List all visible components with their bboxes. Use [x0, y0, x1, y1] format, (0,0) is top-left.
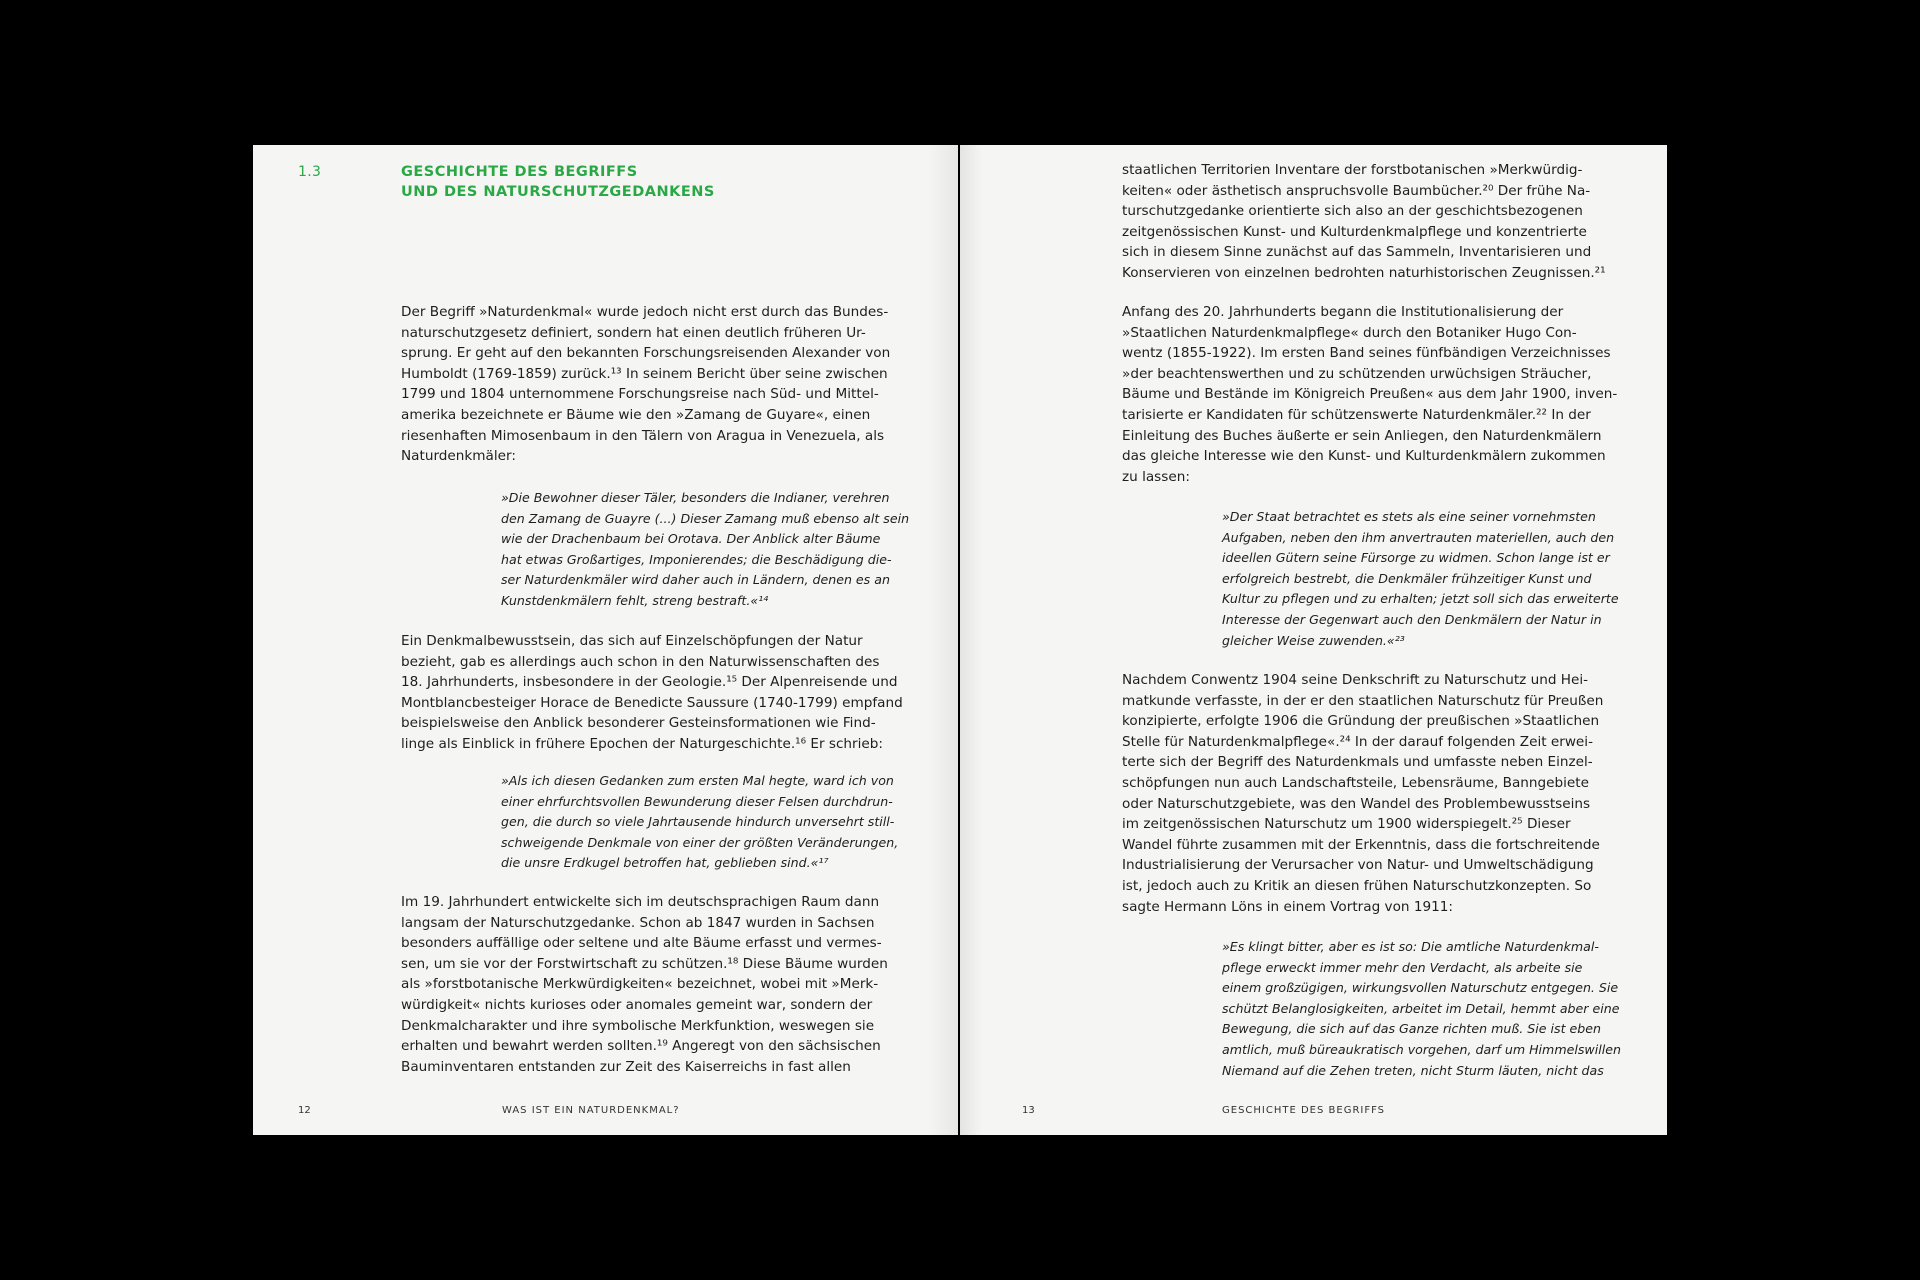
text-line: Humboldt (1769-1859) zurück.¹³ In seinem Bericht über seine zwischen [401, 365, 888, 382]
text-line: Montblancbesteiger Horace de Benedicte Saussure (1740-1799) empfand [401, 694, 903, 711]
text-line: »Staatlichen Naturdenkmalpflege« durch den Botaniker Hugo Con- [1122, 324, 1577, 341]
text-line: sich in diesem Sinne zunächst auf das Sammeln, Inventarisieren und [1122, 244, 1592, 261]
text-line: matkunde verfasste, in der er den staatlichen Naturschutz für Preußen [1122, 692, 1604, 709]
text-line: die unsre Erdkugel betroffen hat, geblieben sind.«¹⁷ [501, 855, 829, 871]
text-line: linge als Einblick in frühere Epochen der Naturgeschichte.¹⁶ Er schrieb: [401, 735, 883, 752]
text-line: pflege erweckt immer mehr den Verdacht, als arbeite sie [1222, 959, 1583, 975]
text-line: zu lassen: [1122, 468, 1190, 485]
text-line: konzipierte, erfolgte 1906 die Gründung der preußischen »Staatlichen [1122, 713, 1600, 730]
text-line: »Der Staat betrachtet es stets als eine seiner vornehmsten [1222, 509, 1596, 524]
gutter-shadow [960, 145, 982, 1135]
left-page [253, 145, 958, 1135]
text-line: keiten« oder ästhetisch anspruchsvolle Baumbücher.²⁰ Der frühe Na- [1122, 182, 1591, 199]
block-quote [1222, 507, 1619, 651]
chapter-title [401, 162, 821, 202]
text-line: turschutzgedanke orientierte sich also an der geschichtsbezogenen [1122, 203, 1583, 220]
text-line: Niemand auf die Zehen treten, nicht Sturm läuten, nicht das [1222, 1062, 1604, 1078]
text-line: schweigende Denkmale von einer der größten Veränderungen, [501, 834, 899, 850]
text-line: Ein Denkmalbewusstsein, das sich auf Einzelschöpfungen der Natur [401, 633, 863, 649]
body-paragraph [401, 631, 903, 755]
text-line: Der Begriff »Naturdenkmal« wurde jedoch nicht erst durch das Bundes- [401, 304, 889, 320]
text-line: den Zamang de Guayre (...) Dieser Zamang muß ebenso alt sein [501, 510, 910, 526]
text-line: Einleitung des Buches äußerte er sein Anliegen, den Naturdenkmälern [1122, 427, 1602, 444]
text-line: ist, jedoch auch zu Kritik an diesen frühen Naturschutzkonzepten. So [1122, 877, 1592, 894]
right-page [960, 145, 1667, 1135]
text-line: »der beachtenswerthen und zu schützenden urwüchsigen Sträucher, [1122, 365, 1592, 382]
text-line: schützt Belanglosigkeiten, arbeitet im Detail, hemmt aber eine [1222, 1000, 1620, 1016]
text-line: als »forstbotanische Merkwürdigkeiten« bezeichnet, wobei mit »Merk- [401, 976, 879, 993]
text-line: bezieht, gab es allerdings auch schon in den Naturwissenschaften des [401, 653, 880, 670]
chapter-title-line: GESCHICHTE DES BEGRIFFS [401, 164, 638, 180]
text-line: einem großzügigen, wirkungsvollen Naturschutz entgegen. Sie [1222, 980, 1619, 996]
text-line: ser Naturdenkmäler wird daher auch in Ländern, denen es an [501, 572, 890, 588]
text-line: Konservieren von einzelnen bedrohten naturhistorischen Zeugnissen.²¹ [1122, 264, 1606, 281]
text-line: amerika bezeichnete er Bäume wie den »Zamang de Guyare«, einen [401, 406, 871, 423]
text-line: würdigkeit« nichts kurioses oder anomales gemeint war, sondern der [401, 996, 873, 1013]
body-paragraph [1122, 302, 1617, 487]
text-line: Kunstdenkmälern fehlt, streng bestraft.«¹⁴ [501, 592, 769, 608]
block-quote [1222, 937, 1621, 1081]
block-quote [501, 771, 898, 874]
text-line: erfolgreich bestrebt, die Denkmäler frühzeitiger Kunst und [1222, 570, 1592, 586]
body-paragraph [401, 892, 888, 1077]
text-line: Industrialisierung der Verursacher von Natur- und Umweltschädigung [1122, 857, 1594, 874]
text-line: gen, die durch so viele Jahrtausende hindurch unversehrt still- [501, 814, 895, 830]
running-title: WAS IST EIN NATURDENKMAL? [502, 1105, 680, 1116]
text-line: Denkmalcharakter und ihre symbolische Merkfunktion, weswegen sie [401, 1017, 875, 1034]
text-line: besonders auffällige oder seltene und alte Bäume erfasst und vermes- [401, 935, 882, 952]
body-paragraph [1122, 160, 1606, 284]
text-line: sen, um sie vor der Forstwirtschaft zu schützen.¹⁸ Diese Bäume wurden [401, 955, 888, 972]
text-line: oder Naturschutzgebiete, was den Wandel des Problembewusstseins [1122, 795, 1591, 812]
text-line: riesenhaften Mimosenbaum in den Tälern von Aragua in Venezuela, als [401, 427, 885, 444]
text-line: Interesse der Gegenwart auch den Denkmälern der Natur in [1222, 611, 1602, 627]
text-line: Stelle für Naturdenkmalpflege«.²⁴ In der darauf folgenden Zeit erwei- [1122, 733, 1593, 750]
text-line: wentz (1855-1922). Im ersten Band seines fünfbändigen Verzeichnisses [1122, 345, 1611, 362]
text-line: einer ehrfurchtsvollen Bewunderung dieser Felsen durchdrun- [501, 793, 893, 809]
text-line: Naturdenkmäler: [401, 448, 516, 465]
text-line: »Als ich diesen Gedanken zum ersten Mal hegte, ward ich von [501, 773, 894, 788]
text-line: Bewegung, die sich auf das Ganze richten muß. Sie ist eben [1222, 1021, 1601, 1037]
text-line: »Die Bewohner dieser Täler, besonders die Indianer, verehren [501, 490, 890, 505]
body-paragraph [401, 302, 890, 467]
text-line: Bauminventaren entstanden zur Zeit des Kaiserreichs in fast allen [401, 1058, 851, 1075]
text-line: terte sich der Begriff des Naturdenkmals und umfasste neben Einzel- [1122, 754, 1593, 771]
text-line: Im 19. Jahrhundert entwickelte sich im deutschsprachigen Raum dann [401, 894, 880, 910]
text-line: beispielsweise den Anblick besonderer Gesteinsformationen wie Find- [401, 715, 876, 732]
chapter-title-line: UND DES NATURSCHUTZGEDANKENS [401, 184, 715, 200]
text-line: Wandel führte zusammen mit der Erkenntnis, dass die fortschreitende [1122, 836, 1600, 853]
text-line: tarisierte er Kandidaten für schützenswerte Naturdenkmäler.²² In der [1122, 406, 1591, 423]
text-line: naturschutzgesetz definiert, sondern hat einen deutlich früheren Ur- [401, 324, 866, 341]
text-line: hat etwas Großartiges, Imponierendes; die Beschädigung die- [501, 551, 892, 567]
body-paragraph [1122, 670, 1603, 917]
text-line: Nachdem Conwentz 1904 seine Denkschrift zu Naturschutz und Hei- [1122, 672, 1589, 688]
page-number: 12 [298, 1105, 311, 1116]
text-line: »Es klingt bitter, aber es ist so: Die amtliche Naturdenkmal- [1222, 939, 1599, 954]
page-number: 13 [1022, 1105, 1035, 1116]
running-title: GESCHICHTE DES BEGRIFFS [1222, 1105, 1386, 1116]
text-line: schöpfungen nun auch Landschaftsteile, Lebensräume, Banngebiete [1122, 774, 1589, 791]
text-line: zeitgenössischen Kunst- und Kulturdenkmalpflege und konzentrierte [1122, 223, 1587, 240]
text-line: wie der Drachenbaum bei Orotava. Der Anblick alter Bäume [501, 531, 881, 547]
text-line: langsam der Naturschutzgedanke. Schon ab 1847 wurden in Sachsen [401, 914, 875, 931]
text-line: Kultur zu pflegen und zu erhalten; jetzt soll sich das erweiterte [1222, 591, 1619, 607]
text-line: sprung. Er geht auf den bekannten Forschungsreisenden Alexander von [401, 345, 891, 362]
text-line: 1799 und 1804 unternommene Forschungsreise nach Süd- und Mittel- [401, 386, 879, 403]
text-line: staatlichen Territorien Inventare der forstbotanischen »Merkwürdig- [1122, 162, 1583, 178]
text-line: Aufgaben, neben den ihm anvertrauten materiellen, auch den [1222, 529, 1615, 545]
text-line: erhalten und bewahrt werden sollten.¹⁹ Angeregt von den sächsischen [401, 1038, 881, 1055]
text-line: im zeitgenössischen Naturschutz um 1900 widerspiegelt.²⁵ Dieser [1122, 816, 1571, 833]
text-line: Anfang des 20. Jahrhunderts begann die Institutionalisierung der [1122, 304, 1564, 320]
text-line: 18. Jahrhunderts, insbesondere in der Geologie.¹⁵ Der Alpenreisende und [401, 674, 898, 691]
text-line: amtlich, muß büreaukratisch vorgehen, darf um Himmelswillen [1222, 1041, 1621, 1057]
text-line: sagte Hermann Löns in einem Vortrag von 1911: [1122, 898, 1454, 915]
text-line: ideellen Gütern seine Fürsorge zu widmen. Schon lange ist er [1222, 550, 1610, 566]
chapter-number: 1.3 [298, 164, 322, 180]
text-line: das gleiche Interesse wie den Kunst- und Kulturdenkmälern zukommen [1122, 448, 1606, 465]
text-line: gleicher Weise zuwenden.«²³ [1222, 632, 1405, 648]
block-quote [501, 488, 909, 612]
gutter-shadow [928, 145, 958, 1135]
text-line: Bäume und Bestände im Königreich Preußen« aus dem Jahr 1900, inven- [1122, 386, 1618, 403]
